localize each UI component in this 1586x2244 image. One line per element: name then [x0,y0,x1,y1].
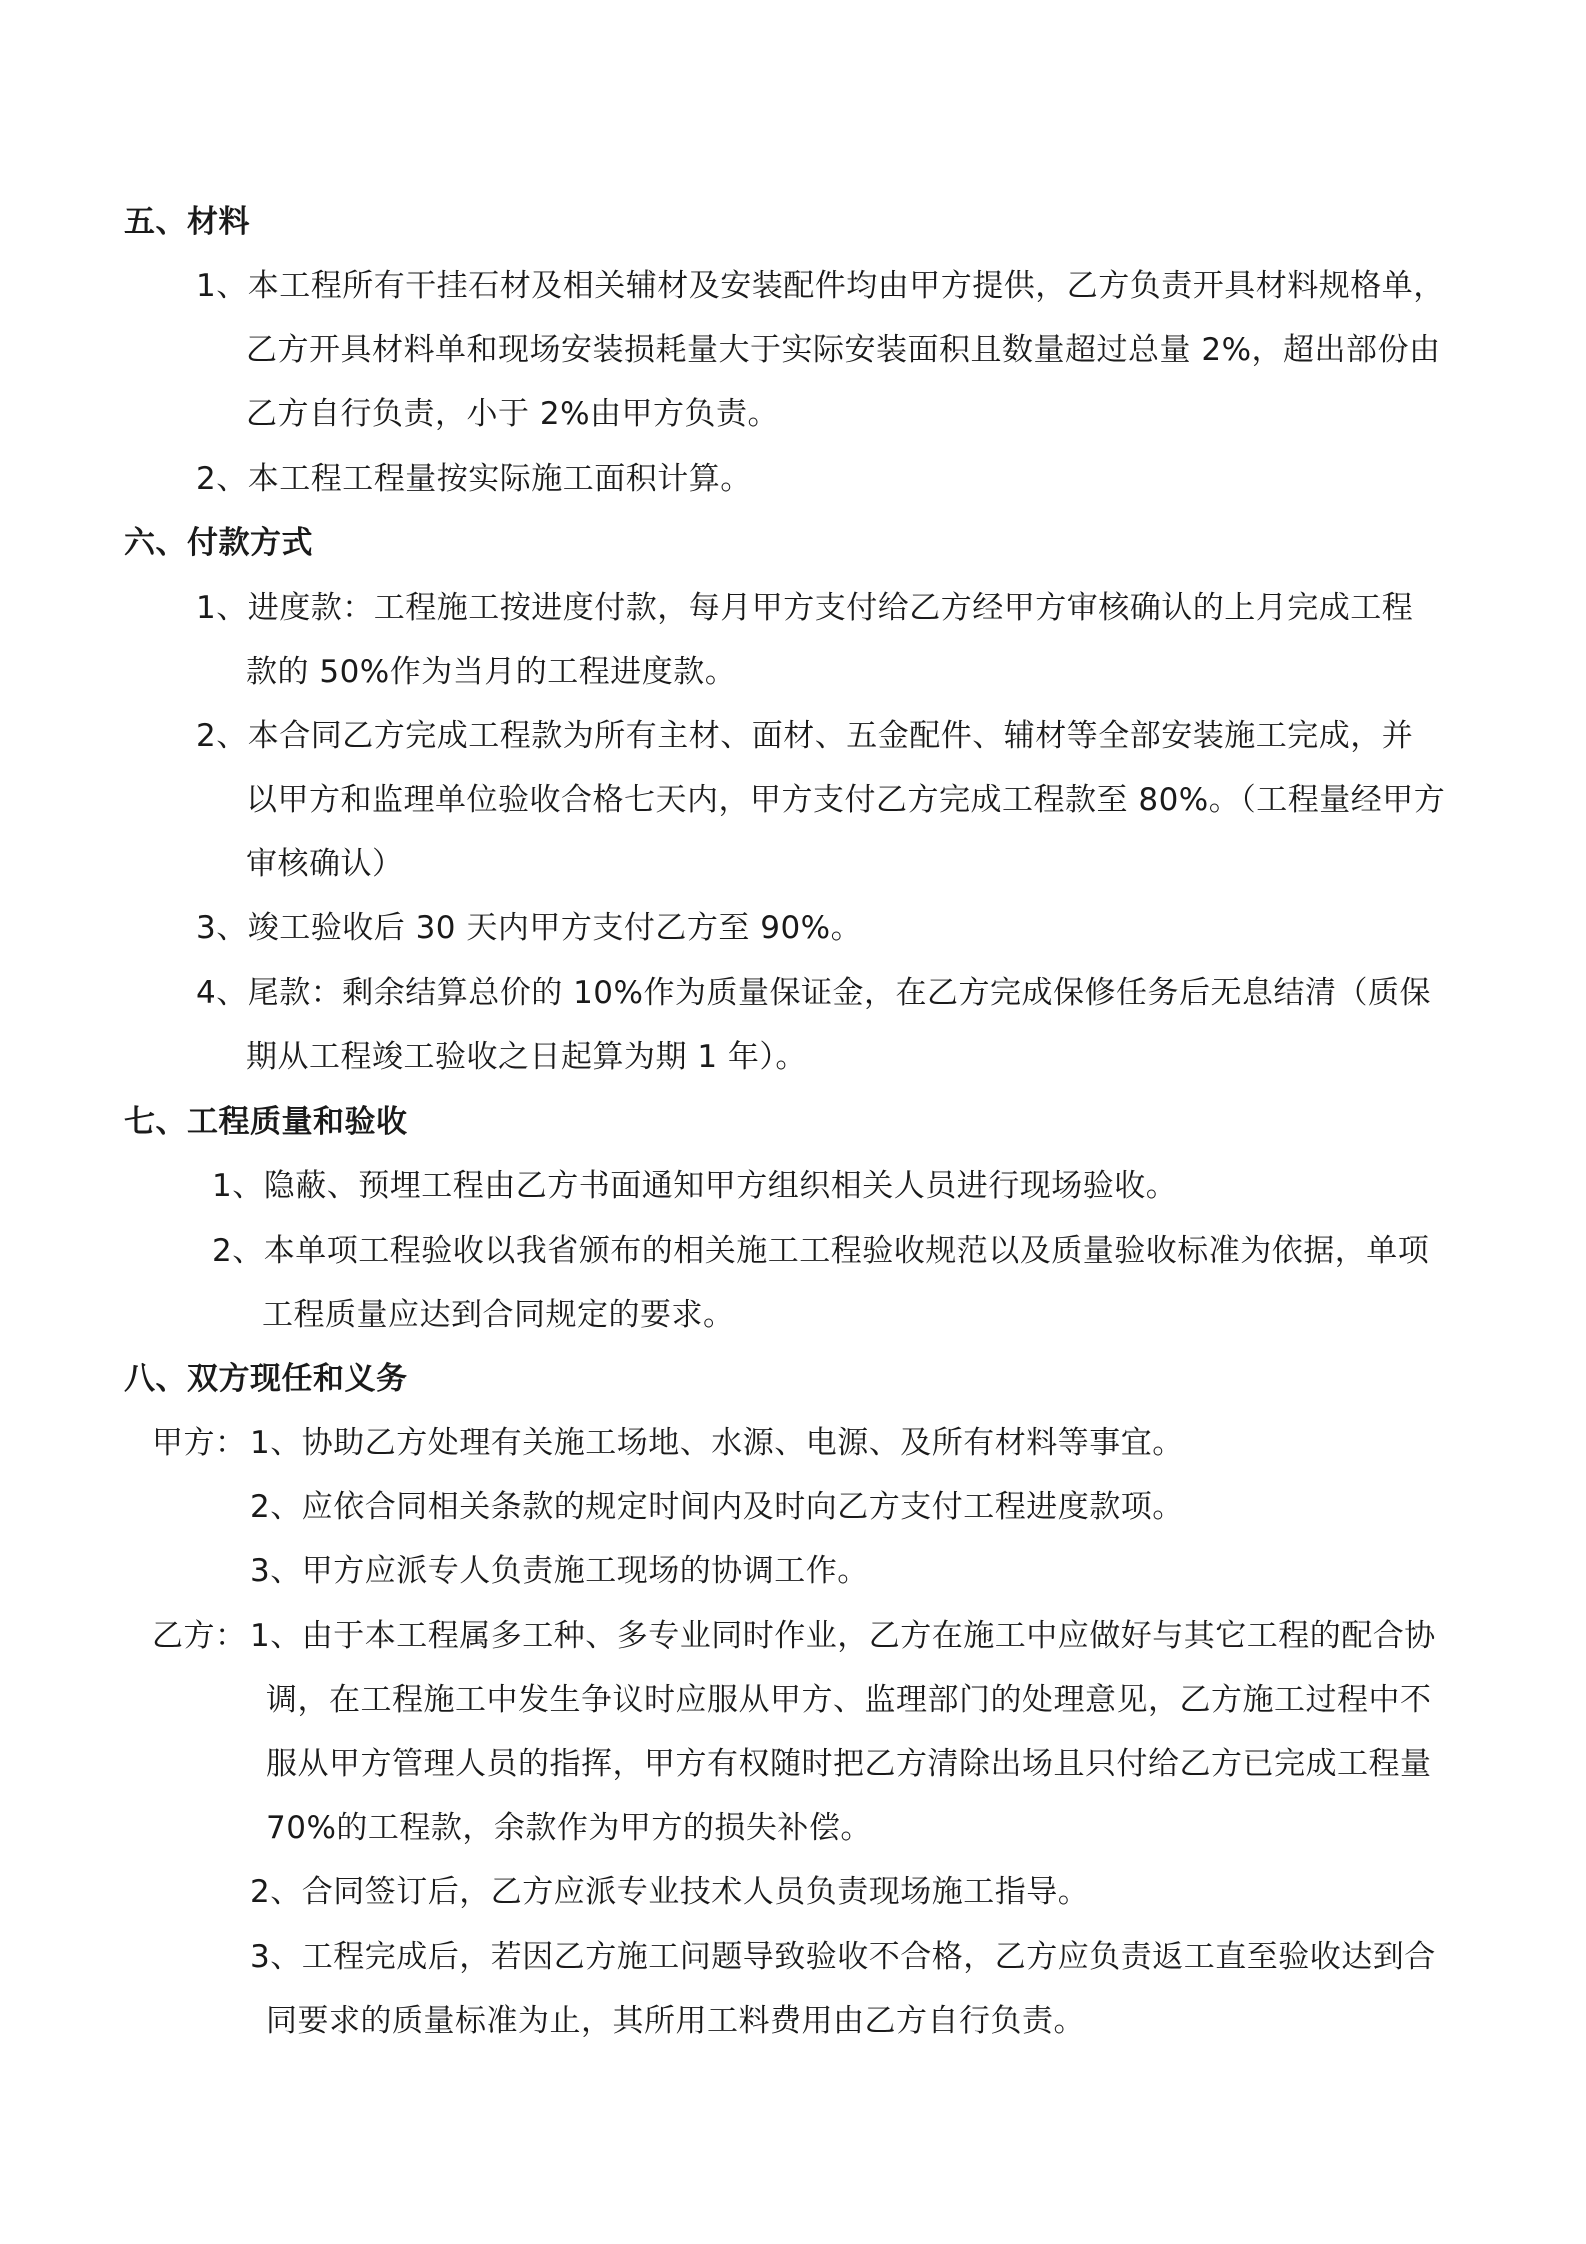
section-6-item-4-line-2: 期从工程竣工验收之日起算为期 1 年）。 [246,1039,807,1075]
section-5-heading: 五、材料 [124,204,250,240]
party-a-item-2: 2、应依合同相关条款的规定时间内及时向乙方支付工程进度款项。 [250,1489,1184,1525]
party-a-label: 甲方： [152,1425,247,1461]
section-7-item-1: 1、隐蔽、预埋工程由乙方书面通知甲方组织相关人员进行现场验收。 [212,1168,1178,1204]
section-5-item-1-line-1: 1、本工程所有干挂石材及相关辅材及安装配件均由甲方提供，乙方负责开具材料规格单， [196,268,1445,304]
section-7-heading: 七、工程质量和验收 [124,1104,408,1140]
section-5-item-1-line-2: 乙方开具材料单和现场安装损耗量大于实际安装面积且数量超过总量 2%，超出部份由 [246,332,1441,368]
party-b-item-3-line-1: 3、工程完成后，若因乙方施工问题导致验收不合格，乙方应负责返工直至验收达到合 [250,1939,1436,1975]
party-a-item-3: 3、甲方应派专人负责施工现场的协调工作。 [250,1553,869,1589]
section-6-item-4-line-1: 4、尾款：剩余结算总价的 10%作为质量保证金，在乙方完成保修任务后无息结清（质保 [196,975,1431,1011]
party-a-item-1: 1、协助乙方处理有关施工场地、水源、电源、及所有材料等事宜。 [250,1425,1184,1461]
section-5-item-2: 2、本工程工程量按实际施工面积计算。 [196,461,752,497]
section-5-item-1-line-3: 乙方自行负责，小于 2%由甲方负责。 [246,396,780,432]
party-b-item-2: 2、合同签订后，乙方应派专业技术人员负责现场施工指导。 [250,1874,1090,1910]
party-b-label: 乙方： [152,1618,247,1654]
party-b-item-1-line-4: 70%的工程款，余款作为甲方的损失补偿。 [266,1810,872,1846]
section-8-heading: 八、双方现任和义务 [124,1361,408,1397]
party-b-item-1-line-3: 服从甲方管理人员的指挥，甲方有权随时把乙方清除出场且只付给乙方已完成工程量 [266,1746,1432,1782]
section-6-item-2-line-3: 审核确认） [246,846,404,882]
section-6-item-1-line-2: 款的 50%作为当月的工程进度款。 [246,654,737,690]
section-6-item-2-line-1: 2、本合同乙方完成工程款为所有主材、面材、五金配件、辅材等全部安装施工完成，并 [196,718,1414,754]
section-7-item-2-line-2: 工程质量应达到合同规定的要求。 [262,1297,735,1333]
section-6-item-1-line-1: 1、进度款：工程施工按进度付款，每月甲方支付给乙方经甲方审核确认的上月完成工程 [196,590,1414,626]
section-7-item-2-line-1: 2、本单项工程验收以我省颁布的相关施工工程验收规范以及质量验收标准为依据，单项 [212,1233,1430,1269]
section-6-item-2-line-2: 以甲方和监理单位验收合格七天内，甲方支付乙方完成工程款至 80%。（工程量经甲方 [246,782,1446,818]
section-6-item-3: 3、竣工验收后 30 天内甲方支付乙方至 90%。 [196,910,863,946]
party-b-item-1-line-2: 调，在工程施工中发生争议时应服从甲方、监理部门的处理意见，乙方施工过程中不 [266,1682,1432,1718]
party-b-item-1-line-1: 1、由于本工程属多工种、多专业同时作业，乙方在施工中应做好与其它工程的配合协 [250,1618,1436,1654]
section-6-heading: 六、付款方式 [124,525,313,561]
party-b-item-3-line-2: 同要求的质量标准为止，其所用工料费用由乙方自行负责。 [266,2003,1085,2039]
